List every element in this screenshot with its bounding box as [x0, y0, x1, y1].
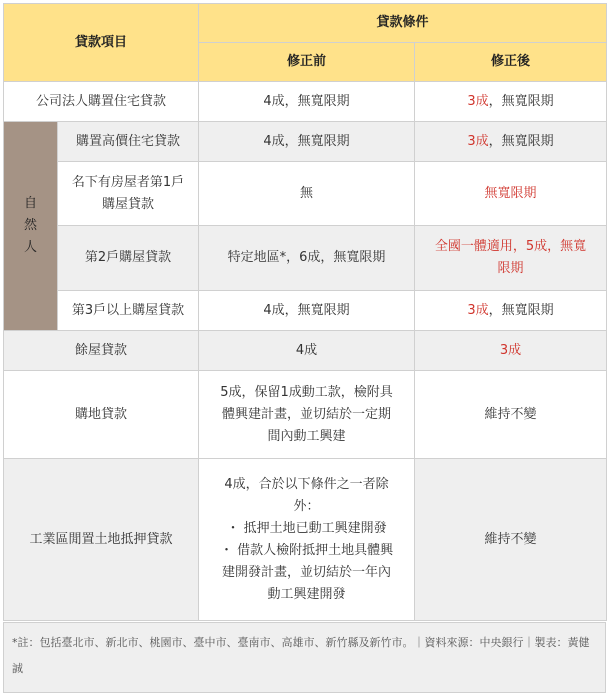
- table-row: [4, 226, 607, 291]
- row-after: [415, 82, 607, 122]
- table-row: [4, 331, 607, 371]
- row-after: [415, 331, 607, 371]
- header-item: 貸款項目: [4, 4, 199, 82]
- before-line: 間內動工興建: [267, 428, 346, 444]
- before-line: 外：: [293, 498, 320, 514]
- header-row-1: [4, 4, 607, 43]
- after-highlight: 3成: [467, 93, 489, 109]
- item-line: 購屋貸款: [102, 196, 155, 212]
- row-item: 購置高價住宅貸款: [58, 122, 199, 162]
- table-row: [4, 162, 607, 226]
- row-after: 維持不變: [415, 459, 607, 621]
- before-line: 建開發計畫，並切結於一年內: [222, 564, 392, 580]
- header-before: 修正前: [199, 43, 415, 82]
- after-line: 全國一體適用，5成，無寬: [434, 239, 587, 254]
- row-before: 無: [199, 162, 415, 226]
- after-highlight: 3成: [499, 342, 522, 358]
- footnote: [3, 622, 606, 693]
- after-rest: ，無寬限期: [488, 93, 554, 109]
- loan-conditions-table: [3, 3, 607, 621]
- row-before: [199, 371, 415, 459]
- row-before: 4成: [199, 331, 415, 371]
- group-char: 然: [23, 218, 37, 233]
- group-char: 人: [23, 240, 37, 255]
- row-item: [58, 162, 199, 226]
- row-after: [415, 122, 607, 162]
- table-row: [4, 82, 607, 122]
- row-item: 第2戶購屋貸款: [58, 226, 199, 291]
- row-after: [415, 226, 607, 291]
- after-highlight: 無寬限期: [484, 185, 537, 201]
- before-line: ・ 借款人檢附抵押土地具體興: [219, 542, 394, 558]
- after-rest: ，無寬限期: [488, 302, 554, 318]
- group-natural-person: [4, 122, 58, 331]
- after-rest: ，無寬限期: [488, 133, 554, 149]
- table-row: [4, 459, 607, 621]
- row-after: [415, 162, 607, 226]
- row-before: 4成，無寬限期: [199, 291, 415, 331]
- item-line: 名下有房屋者第1戶: [71, 174, 185, 190]
- row-before: 特定地區*，6成，無寬限期: [199, 226, 415, 291]
- before-line: 動工興建開發: [267, 586, 346, 602]
- row-item: 工業區閒置土地抵押貸款: [4, 459, 199, 621]
- before-line: 4成，合於以下條件之一者除: [224, 476, 389, 492]
- row-before: 4成，無寬限期: [199, 122, 415, 162]
- row-before: [199, 459, 415, 621]
- after-highlight: 3成: [467, 133, 489, 149]
- after-highlight: 3成: [467, 302, 489, 318]
- group-char: 自: [23, 196, 37, 211]
- before-line: 5成，保留1成動工款，檢附具: [220, 384, 393, 400]
- table-row: [4, 371, 607, 459]
- row-after: 維持不變: [415, 371, 607, 459]
- row-item: 第3戶以上購屋貸款: [58, 291, 199, 331]
- after-line: 限期: [497, 261, 524, 276]
- row-before: 4成，無寬限期: [199, 82, 415, 122]
- before-line: 體興建計畫，並切結於一定期: [222, 406, 392, 422]
- row-item: 公司法人購置住宅貸款: [4, 82, 199, 122]
- row-item: 購地貸款: [4, 371, 199, 459]
- header-conditions: 貸款條件: [199, 4, 607, 43]
- header-after: 修正後: [415, 43, 607, 82]
- table-row: [4, 291, 607, 331]
- before-line: ・ 抵押土地已動工興建開發: [226, 520, 387, 536]
- table-row: [4, 122, 607, 162]
- row-item: 餘屋貸款: [4, 331, 199, 371]
- footnote-text: *註：包括臺北市、新北市、桃園市、臺中市、臺南市、高雄市、新竹縣及新竹市。｜資料來源：中央銀行｜製表：黃健誠: [12, 636, 590, 675]
- row-after: [415, 291, 607, 331]
